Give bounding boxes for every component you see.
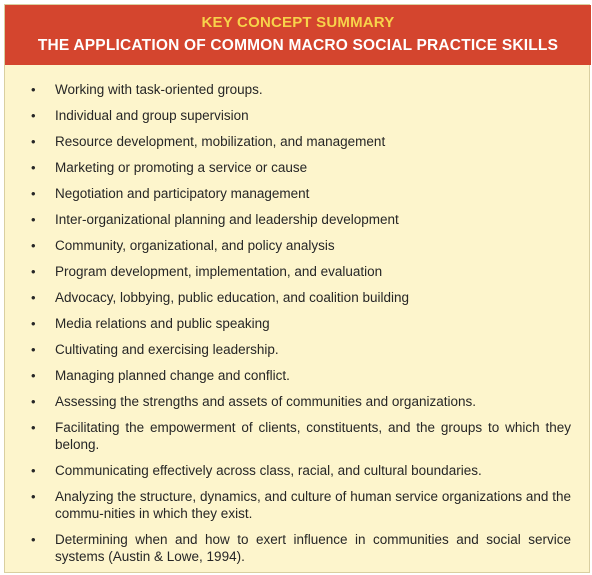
list-item bbox=[5, 462, 591, 479]
list-item bbox=[5, 107, 591, 124]
list-item bbox=[5, 531, 591, 565]
list-item-text: Individual and group supervision bbox=[55, 108, 249, 123]
bullet-icon: • bbox=[31, 489, 36, 504]
list-item-text: Marketing or promoting a service or cause bbox=[55, 160, 308, 175]
bullet-icon: • bbox=[31, 394, 36, 409]
list-item bbox=[5, 315, 591, 332]
summary-header bbox=[5, 5, 591, 65]
bullet-icon: • bbox=[31, 82, 36, 97]
list-item bbox=[5, 393, 591, 410]
list-item bbox=[5, 81, 591, 98]
list-item-text: Negotiation and participatory management bbox=[55, 186, 310, 201]
bullet-icon: • bbox=[31, 160, 36, 175]
list-item bbox=[5, 133, 591, 150]
bullet-icon: • bbox=[31, 532, 36, 547]
bullet-icon: • bbox=[31, 290, 36, 305]
list-item bbox=[5, 289, 591, 306]
list-item-text: Assessing the strengths and assets of communities and organizations. bbox=[55, 394, 476, 409]
list-item-text: Communicating effectively across class, racial, and cultural boundaries. bbox=[55, 463, 482, 478]
list-item bbox=[5, 237, 591, 254]
list-item bbox=[5, 211, 591, 228]
list-item bbox=[5, 367, 591, 384]
list-item-text: Resource development, mobilization, and management bbox=[55, 134, 386, 149]
bullet-icon: • bbox=[31, 212, 36, 227]
list-item bbox=[5, 263, 591, 280]
bullet-icon: • bbox=[31, 186, 36, 201]
bullet-icon: • bbox=[31, 342, 36, 357]
list-item-text: Facilitating the empowerment of clients, constituents, and the groups to which they belong. bbox=[55, 420, 571, 452]
summary-title: THE APPLICATION OF COMMON MACRO SOCIAL PRACTICE SKILLS bbox=[37, 37, 559, 54]
bullet-icon: • bbox=[31, 463, 36, 478]
skills-list bbox=[5, 81, 591, 574]
bullet-icon: • bbox=[31, 108, 36, 123]
bullet-icon: • bbox=[31, 420, 36, 435]
list-item-text: Inter-organizational planning and leadership development bbox=[55, 212, 399, 227]
list-item-text: Analyzing the structure, dynamics, and culture of human service organizations and the commu-nities in which they exist. bbox=[55, 489, 571, 521]
list-item-text: Advocacy, lobbying, public education, and coalition building bbox=[55, 290, 409, 305]
list-item bbox=[5, 488, 591, 522]
list-item-text: Working with task-oriented groups. bbox=[55, 82, 263, 97]
list-item bbox=[5, 419, 591, 453]
bullet-icon: • bbox=[31, 264, 36, 279]
list-item-text: Determining when and how to exert influence in communities and social service systems (Austin & Lowe, 1994). bbox=[55, 532, 571, 564]
bullet-icon: • bbox=[31, 368, 36, 383]
list-item-text: Media relations and public speaking bbox=[55, 316, 270, 331]
list-item bbox=[5, 159, 591, 176]
list-item-text: Cultivating and exercising leadership. bbox=[55, 342, 279, 357]
bullet-icon: • bbox=[31, 134, 36, 149]
list-item-text: Managing planned change and conflict. bbox=[55, 368, 290, 383]
list-item bbox=[5, 185, 591, 202]
list-item-text: Program development, implementation, and evaluation bbox=[55, 264, 383, 279]
key-concept-summary-box bbox=[4, 4, 590, 573]
list-item-text: Community, organizational, and policy analysis bbox=[55, 238, 335, 253]
bullet-icon: • bbox=[31, 238, 36, 253]
list-item bbox=[5, 341, 591, 358]
summary-kicker: KEY CONCEPT SUMMARY bbox=[201, 14, 395, 31]
bullet-icon: • bbox=[31, 316, 36, 331]
